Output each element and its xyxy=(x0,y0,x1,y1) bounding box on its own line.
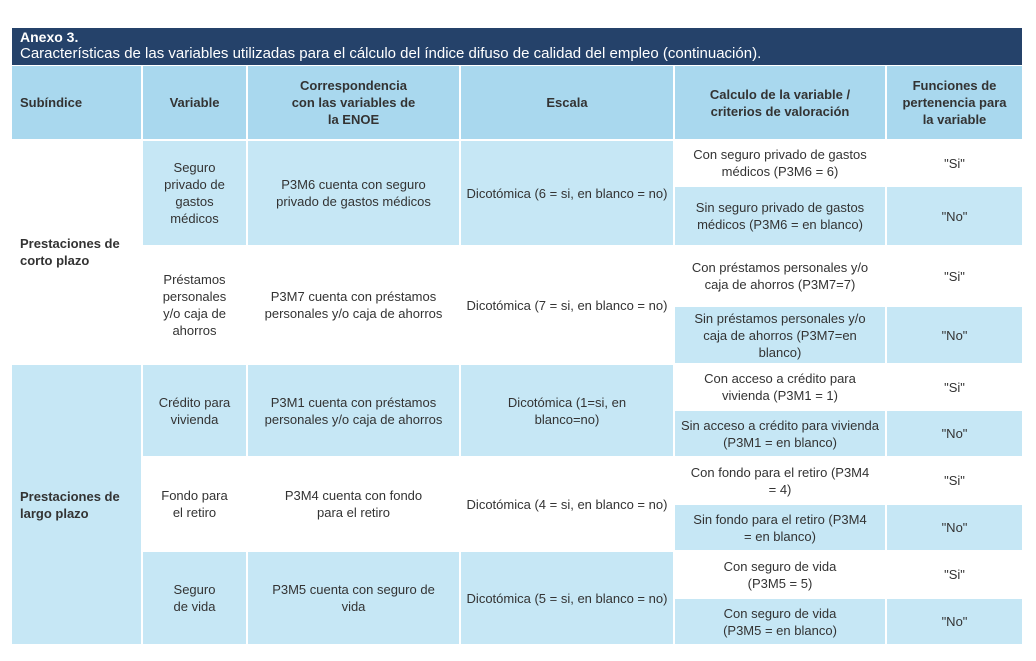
col-header-funciones-text: Funciones de pertenencia para la variable xyxy=(902,78,1007,127)
col-header-funciones xyxy=(886,66,1022,140)
subindice-cell: Prestaciones de corto plazo xyxy=(12,140,142,364)
correspondencia-cell: P3M4 cuenta con fondo para el retiro xyxy=(247,457,460,551)
variables-table xyxy=(12,66,1022,646)
funcion-cell: "No" xyxy=(886,598,1022,645)
funcion-cell: "No" xyxy=(886,186,1022,246)
criterio-cell: Con acceso a crédito para vivienda (P3M1 = 1) xyxy=(674,364,886,410)
variable-cell xyxy=(142,551,247,645)
variable-name: Seguro de vida xyxy=(173,582,216,614)
variable-name: Fondo para el retiro xyxy=(161,488,228,520)
criterio-cell: Con seguro de vida (P3M5 = 5) xyxy=(674,551,886,598)
escala-cell: Dicotómica (6 = si, en blanco = no) xyxy=(460,140,674,246)
variable-cell xyxy=(142,246,247,364)
col-header-correspondencia xyxy=(247,66,460,140)
criterio-cell: Con seguro de vida (P3M5 = en blanco) xyxy=(674,598,886,645)
col-header-subindice: Subíndice xyxy=(12,66,142,140)
variable-name: Crédito para vivienda xyxy=(158,394,231,427)
criterio-cell: Sin seguro privado de gastos médicos (P3M6 = en blanco) xyxy=(674,186,886,246)
col-header-calculo xyxy=(674,66,886,140)
criterio-cell: Con seguro privado de gastos médicos (P3M6 = 6) xyxy=(674,140,886,186)
criterio-cell: Sin acceso a crédito para vivienda (P3M1 = en blanco) xyxy=(674,410,886,457)
criterio-cell: Sin fondo para el retiro (P3M4 = en blanco) xyxy=(674,504,886,551)
variable-cell xyxy=(142,364,247,457)
correspondencia-cell: P3M7 cuenta con préstamos personales y/o caja de ahorros xyxy=(247,246,460,364)
variable-name: Seguro privado de gastos médicos xyxy=(164,160,225,226)
col-header-variable: Variable xyxy=(142,66,247,140)
correspondencia-cell: P3M5 cuenta con seguro de vida xyxy=(247,551,460,645)
funcion-cell: "Si" xyxy=(886,551,1022,598)
correspondencia-cell: P3M6 cuenta con seguro privado de gastos médicos xyxy=(247,140,460,246)
escala-cell: Dicotómica (5 = si, en blanco = no) xyxy=(460,551,674,645)
criterio-cell: Con préstamos personales y/o caja de ahorros (P3M7=7) xyxy=(674,246,886,306)
col-header-escala: Escala xyxy=(460,66,674,140)
table-title-bar xyxy=(12,28,1022,65)
escala-cell: Dicotómica (4 = si, en blanco = no) xyxy=(460,457,674,551)
subindice-cell: Prestaciones de largo plazo xyxy=(12,364,142,645)
escala-cell: Dicotómica (1=si, en blanco=no) xyxy=(460,364,674,457)
funcion-cell: "Si" xyxy=(886,364,1022,410)
escala-cell: Dicotómica (7 = si, en blanco = no) xyxy=(460,246,674,364)
funcion-cell: "Si" xyxy=(886,140,1022,186)
correspondencia-cell: P3M1 cuenta con préstamos personales y/o caja de ahorros xyxy=(247,364,460,457)
col-header-correspondencia-text: Correspondencia con las variables de la ENOE xyxy=(291,78,416,127)
funcion-cell: "No" xyxy=(886,306,1022,364)
variable-name: Préstamos personales y/o caja de ahorros xyxy=(162,272,227,338)
table-title: Características de las variables utilizadas para el cálculo del índice difuso de calidad del empleo (continuación). xyxy=(20,45,762,62)
funcion-cell: "Si" xyxy=(886,457,1022,504)
annex-label: Anexo 3. xyxy=(20,29,79,45)
criterio-cell: Con fondo para el retiro (P3M4 = 4) xyxy=(674,457,886,504)
funcion-cell: "Si" xyxy=(886,246,1022,306)
funcion-cell: "No" xyxy=(886,410,1022,457)
variable-cell xyxy=(142,457,247,551)
funcion-cell: "No" xyxy=(886,504,1022,551)
variable-cell xyxy=(142,140,247,246)
col-header-calculo-text: Calculo de la variable / criterios de valoración xyxy=(709,86,851,119)
criterio-cell: Sin préstamos personales y/o caja de ahorros (P3M7=en blanco) xyxy=(674,306,886,364)
